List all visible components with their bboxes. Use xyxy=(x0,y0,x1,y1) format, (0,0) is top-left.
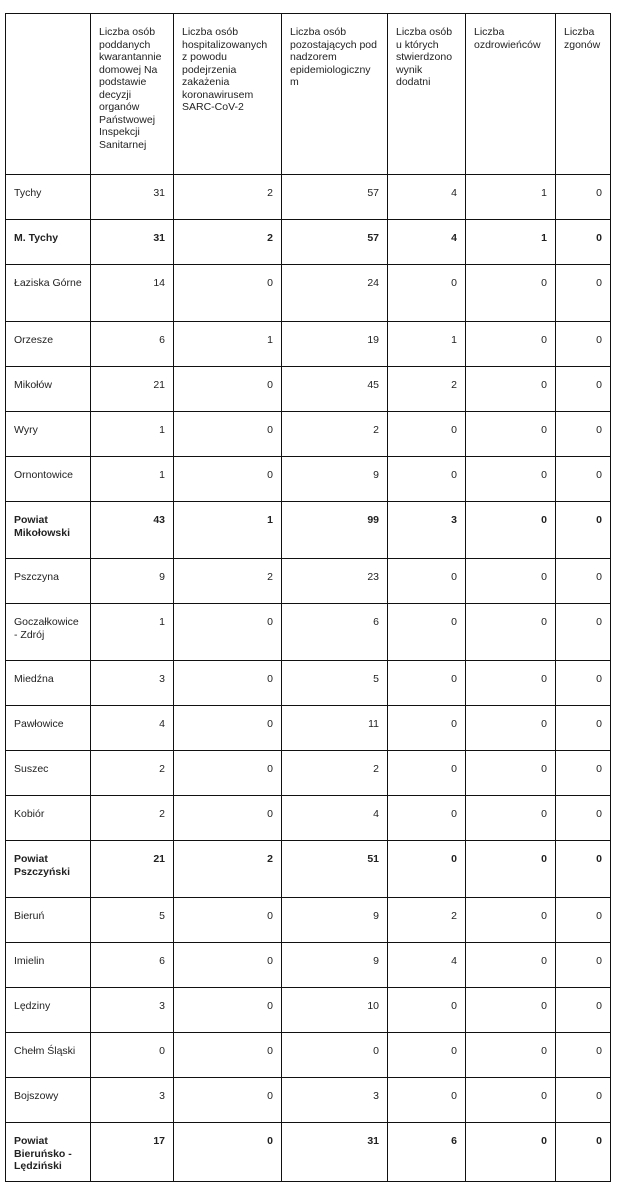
value-cell-recovered: 0 xyxy=(466,1033,556,1078)
value-cell-positive: 6 xyxy=(388,1123,466,1182)
value-cell-quarantine: 17 xyxy=(91,1123,174,1182)
value-cell-positive: 0 xyxy=(388,604,466,661)
value-cell-positive: 0 xyxy=(388,1078,466,1123)
value-cell-quarantine: 31 xyxy=(91,220,174,265)
value-cell-hospitalized: 2 xyxy=(174,559,282,604)
value-cell-deaths: 0 xyxy=(556,457,611,502)
value-cell-recovered: 0 xyxy=(466,367,556,412)
value-cell-positive: 0 xyxy=(388,412,466,457)
value-cell-positive: 0 xyxy=(388,457,466,502)
value-cell-deaths: 0 xyxy=(556,796,611,841)
row-name-cell: Suszec xyxy=(6,751,91,796)
value-cell-recovered: 0 xyxy=(466,751,556,796)
value-cell-hospitalized: 2 xyxy=(174,220,282,265)
value-cell-hospitalized: 0 xyxy=(174,1033,282,1078)
header-empty-cell xyxy=(6,14,91,175)
value-cell-supervision: 9 xyxy=(282,457,388,502)
value-cell-deaths: 0 xyxy=(556,988,611,1033)
value-cell-recovered: 0 xyxy=(466,322,556,367)
value-cell-recovered: 1 xyxy=(466,175,556,220)
value-cell-supervision: 57 xyxy=(282,175,388,220)
value-cell-hospitalized: 0 xyxy=(174,604,282,661)
value-cell-recovered: 0 xyxy=(466,1078,556,1123)
value-cell-recovered: 0 xyxy=(466,502,556,559)
value-cell-hospitalized: 0 xyxy=(174,661,282,706)
value-cell-supervision: 2 xyxy=(282,412,388,457)
row-name-cell: Orzesze xyxy=(6,322,91,367)
value-cell-positive: 3 xyxy=(388,502,466,559)
row-name-cell: Miedźna xyxy=(6,661,91,706)
row-name-cell: Wyry xyxy=(6,412,91,457)
table-row xyxy=(6,322,611,367)
value-cell-quarantine: 2 xyxy=(91,751,174,796)
value-cell-hospitalized: 0 xyxy=(174,988,282,1033)
row-name-cell: Łaziska Górne xyxy=(6,265,91,322)
table-row xyxy=(6,559,611,604)
row-name-cell: Lędziny xyxy=(6,988,91,1033)
value-cell-deaths: 0 xyxy=(556,943,611,988)
value-cell-supervision: 0 xyxy=(282,1033,388,1078)
value-cell-deaths: 0 xyxy=(556,265,611,322)
value-cell-quarantine: 4 xyxy=(91,706,174,751)
table-row xyxy=(6,412,611,457)
row-name-cell: Ornontowice xyxy=(6,457,91,502)
value-cell-hospitalized: 2 xyxy=(174,841,282,898)
value-cell-supervision: 24 xyxy=(282,265,388,322)
row-name-cell: Pszczyna xyxy=(6,559,91,604)
value-cell-positive: 0 xyxy=(388,559,466,604)
value-cell-supervision: 9 xyxy=(282,898,388,943)
table-row xyxy=(6,175,611,220)
row-name-cell: Powiat Mikołowski xyxy=(6,502,91,559)
value-cell-hospitalized: 2 xyxy=(174,175,282,220)
value-cell-supervision: 2 xyxy=(282,751,388,796)
value-cell-supervision: 99 xyxy=(282,502,388,559)
value-cell-recovered: 0 xyxy=(466,661,556,706)
table-row xyxy=(6,502,611,559)
table-row xyxy=(6,1078,611,1123)
value-cell-supervision: 5 xyxy=(282,661,388,706)
value-cell-supervision: 51 xyxy=(282,841,388,898)
value-cell-recovered: 0 xyxy=(466,943,556,988)
value-cell-deaths: 0 xyxy=(556,220,611,265)
table-row xyxy=(6,604,611,661)
value-cell-hospitalized: 0 xyxy=(174,412,282,457)
header-quarantine: Liczba osób poddanych kwarantannie domowej Na podstawie decyzji organów Państwowej Inspekcji Sanitarnej xyxy=(91,14,174,175)
value-cell-hospitalized: 1 xyxy=(174,322,282,367)
header-row xyxy=(6,14,611,175)
value-cell-deaths: 0 xyxy=(556,706,611,751)
value-cell-quarantine: 3 xyxy=(91,988,174,1033)
value-cell-supervision: 11 xyxy=(282,706,388,751)
value-cell-hospitalized: 0 xyxy=(174,898,282,943)
table-row xyxy=(6,457,611,502)
value-cell-recovered: 0 xyxy=(466,457,556,502)
statistics-table xyxy=(5,13,611,1182)
value-cell-positive: 4 xyxy=(388,175,466,220)
row-name-cell: Mikołów xyxy=(6,367,91,412)
value-cell-recovered: 0 xyxy=(466,412,556,457)
value-cell-quarantine: 9 xyxy=(91,559,174,604)
table-row xyxy=(6,661,611,706)
table-row xyxy=(6,1123,611,1182)
value-cell-hospitalized: 0 xyxy=(174,1123,282,1182)
row-name-cell: Powiat Bieruńsko - Lędziński xyxy=(6,1123,91,1182)
value-cell-hospitalized: 0 xyxy=(174,943,282,988)
value-cell-supervision: 3 xyxy=(282,1078,388,1123)
value-cell-recovered: 0 xyxy=(466,1123,556,1182)
value-cell-quarantine: 1 xyxy=(91,457,174,502)
value-cell-recovered: 1 xyxy=(466,220,556,265)
value-cell-positive: 1 xyxy=(388,322,466,367)
value-cell-positive: 0 xyxy=(388,1033,466,1078)
value-cell-positive: 0 xyxy=(388,265,466,322)
value-cell-positive: 4 xyxy=(388,220,466,265)
row-name-cell: Powiat Pszczyński xyxy=(6,841,91,898)
row-name-cell: Tychy xyxy=(6,175,91,220)
value-cell-deaths: 0 xyxy=(556,175,611,220)
table-row xyxy=(6,1033,611,1078)
value-cell-quarantine: 1 xyxy=(91,604,174,661)
table-row xyxy=(6,796,611,841)
value-cell-deaths: 0 xyxy=(556,367,611,412)
value-cell-quarantine: 2 xyxy=(91,796,174,841)
table-row xyxy=(6,367,611,412)
value-cell-positive: 0 xyxy=(388,751,466,796)
value-cell-deaths: 0 xyxy=(556,751,611,796)
value-cell-hospitalized: 0 xyxy=(174,1078,282,1123)
table-row xyxy=(6,898,611,943)
value-cell-positive: 0 xyxy=(388,841,466,898)
value-cell-recovered: 0 xyxy=(466,265,556,322)
value-cell-recovered: 0 xyxy=(466,604,556,661)
value-cell-deaths: 0 xyxy=(556,604,611,661)
row-name-cell: Chełm Śląski xyxy=(6,1033,91,1078)
value-cell-hospitalized: 0 xyxy=(174,751,282,796)
value-cell-hospitalized: 1 xyxy=(174,502,282,559)
table-row xyxy=(6,988,611,1033)
value-cell-quarantine: 3 xyxy=(91,661,174,706)
value-cell-supervision: 31 xyxy=(282,1123,388,1182)
value-cell-quarantine: 21 xyxy=(91,841,174,898)
value-cell-deaths: 0 xyxy=(556,502,611,559)
value-cell-supervision: 6 xyxy=(282,604,388,661)
value-cell-positive: 4 xyxy=(388,943,466,988)
row-name-cell: Goczałkowice - Zdrój xyxy=(6,604,91,661)
value-cell-deaths: 0 xyxy=(556,559,611,604)
value-cell-positive: 2 xyxy=(388,367,466,412)
value-cell-hospitalized: 0 xyxy=(174,367,282,412)
value-cell-recovered: 0 xyxy=(466,796,556,841)
value-cell-recovered: 0 xyxy=(466,898,556,943)
value-cell-quarantine: 14 xyxy=(91,265,174,322)
value-cell-hospitalized: 0 xyxy=(174,706,282,751)
row-name-cell: Kobiór xyxy=(6,796,91,841)
value-cell-hospitalized: 0 xyxy=(174,265,282,322)
header-positive: Liczba osób u których stwierdzono wynik dodatni xyxy=(388,14,466,175)
table-row xyxy=(6,265,611,322)
value-cell-supervision: 10 xyxy=(282,988,388,1033)
table-row xyxy=(6,751,611,796)
value-cell-recovered: 0 xyxy=(466,841,556,898)
value-cell-positive: 2 xyxy=(388,898,466,943)
value-cell-quarantine: 6 xyxy=(91,322,174,367)
value-cell-positive: 0 xyxy=(388,706,466,751)
value-cell-positive: 0 xyxy=(388,796,466,841)
row-name-cell: M. Tychy xyxy=(6,220,91,265)
header-supervision: Liczba osób pozostających pod nadzorem epidemiologicznym xyxy=(282,14,388,175)
value-cell-deaths: 0 xyxy=(556,898,611,943)
value-cell-deaths: 0 xyxy=(556,1078,611,1123)
row-name-cell: Imielin xyxy=(6,943,91,988)
row-name-cell: Pawłowice xyxy=(6,706,91,751)
value-cell-supervision: 4 xyxy=(282,796,388,841)
value-cell-quarantine: 43 xyxy=(91,502,174,559)
value-cell-hospitalized: 0 xyxy=(174,457,282,502)
value-cell-deaths: 0 xyxy=(556,412,611,457)
table-row xyxy=(6,943,611,988)
value-cell-supervision: 45 xyxy=(282,367,388,412)
value-cell-deaths: 0 xyxy=(556,841,611,898)
table-row xyxy=(6,220,611,265)
value-cell-supervision: 23 xyxy=(282,559,388,604)
value-cell-deaths: 0 xyxy=(556,1123,611,1182)
value-cell-positive: 0 xyxy=(388,988,466,1033)
value-cell-quarantine: 6 xyxy=(91,943,174,988)
value-cell-positive: 0 xyxy=(388,661,466,706)
header-recovered: Liczba ozdrowieńców xyxy=(466,14,556,175)
value-cell-quarantine: 0 xyxy=(91,1033,174,1078)
header-deaths: Liczba zgonów xyxy=(556,14,611,175)
value-cell-recovered: 0 xyxy=(466,559,556,604)
value-cell-supervision: 57 xyxy=(282,220,388,265)
row-name-cell: Bieruń xyxy=(6,898,91,943)
value-cell-hospitalized: 0 xyxy=(174,796,282,841)
value-cell-supervision: 19 xyxy=(282,322,388,367)
value-cell-deaths: 0 xyxy=(556,661,611,706)
value-cell-quarantine: 3 xyxy=(91,1078,174,1123)
value-cell-quarantine: 21 xyxy=(91,367,174,412)
value-cell-deaths: 0 xyxy=(556,1033,611,1078)
table-row xyxy=(6,706,611,751)
value-cell-quarantine: 1 xyxy=(91,412,174,457)
value-cell-supervision: 9 xyxy=(282,943,388,988)
value-cell-recovered: 0 xyxy=(466,988,556,1033)
value-cell-quarantine: 31 xyxy=(91,175,174,220)
value-cell-quarantine: 5 xyxy=(91,898,174,943)
value-cell-recovered: 0 xyxy=(466,706,556,751)
value-cell-deaths: 0 xyxy=(556,322,611,367)
row-name-cell: Bojszowy xyxy=(6,1078,91,1123)
header-hospitalized: Liczba osób hospitalizowanych z powodu podejrzenia zakażenia koronawirusem SARC-CoV-2 xyxy=(174,14,282,175)
table-row xyxy=(6,841,611,898)
